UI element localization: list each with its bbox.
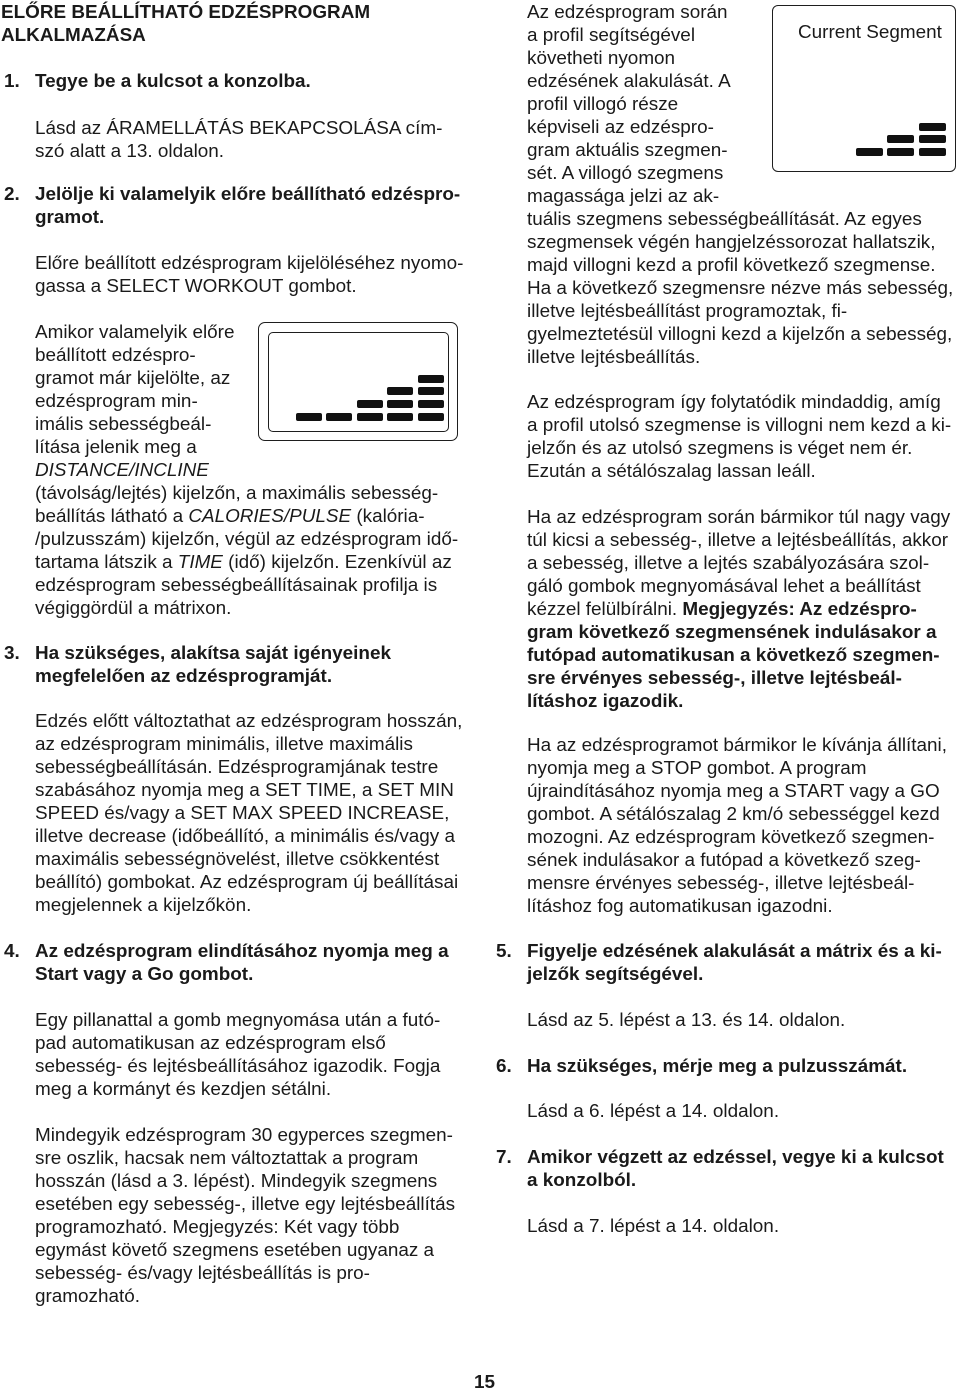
text-line: hosszán (lásd a 3. lépést). Mindegyik szegmens [35,1171,438,1192]
text-line [527,667,950,690]
text-segment: (kalória- [351,506,425,527]
text-line: ALKALMAZÁSA [1,25,146,46]
page-number: 15 [474,1372,496,1393]
step-4-text [35,1009,440,1101]
matrix-cell [919,123,946,131]
text-line [527,621,950,644]
text-line: programozható. Megjegyzés: Két vagy több [35,1217,400,1238]
text-line: (távolság/lejtés) kijelzőn, a maximális sebesség- [35,483,439,504]
text-line: jelzők segítségével. [527,964,704,985]
matrix-cell [418,375,444,383]
step-3-text [35,710,462,917]
text-line: Lásd a 6. lépést a 14. oldalon. [527,1101,780,1122]
text-line: /pulzusszám) kijelzőn, végül az edzésprogram idő- [35,529,459,550]
matrix-cell [387,413,413,421]
matrix-profile-figure [258,322,458,441]
text-line: gyelmeztetésül villogni kezd a kijelzőn a sebesség, [527,324,953,345]
step-number: 2. [4,184,20,205]
text-line: megfelelően az edzésprogramját. [35,666,333,687]
text-line: túl kicsi a sebesség-, illetve a lejtésbeállítás, akkor [527,530,949,551]
text-line: sét. A villogó szegmens [527,163,724,184]
text-line: Lásd a 7. lépést a 14. oldalon. [527,1216,780,1237]
text-line: szó alatt a 13. oldalon. [35,141,225,162]
text-line: megjelennek a kijelzőkön. [35,895,252,916]
text-line: Az edzésprogram így folytatódik mindaddig, amíg [527,392,941,413]
step-number: 3. [4,643,20,664]
text-line: jelzőn és az utolsó szegmens is véget nem ér. [527,438,913,459]
text-line: Előre beállított edzésprogram kijelöléséhez nyomo- [35,253,464,274]
text-line [35,551,458,574]
step-number: 4. [4,941,20,962]
text-segment: lításhoz igazodik. [527,691,684,712]
step-title [35,183,460,229]
text-line: pad automatikusan az edzésprogram első [35,1033,386,1054]
text-line: lításhoz fog automatikusan igazodni. [527,896,833,917]
text-line: beállító) gombokat. Az edzésprogram új beállításai [35,872,459,893]
text-line: Egy pillanattal a gomb megnyomása után a futó- [35,1010,441,1031]
matrix-cell [387,400,413,408]
text-line: gassa a SELECT WORKOUT gombot. [35,276,357,297]
text-line: Az edzésprogram elindításához nyomja meg a [35,941,449,962]
manual-override-text [527,506,950,713]
text-line: gáló gombok megnyomásával lehet a beállítást [527,576,921,597]
matrix-cell [418,413,444,421]
text-line: edzésprogram sebességbeállításainak profilja is [35,575,438,596]
text-line: edzésprogram min- [35,391,198,412]
text-segment: sre érvényes sebesség-, illetve lejtésbeál- [527,668,902,689]
step-number: 7. [496,1147,512,1168]
text-segment: kézzel felülbírálni. [527,599,683,620]
section-heading [1,1,370,47]
text-line: Ha szükséges, alakítsa saját igényeinek [35,643,391,664]
text-line [527,598,950,621]
text-line: Amikor végzett az edzéssel, vegye ki a kulcsot [527,1147,944,1168]
text-line: Edzés előtt változtathat az edzésprogram hosszán, [35,711,463,732]
text-line: gram aktuális szegmen- [527,140,728,161]
text-line: majd villogni kezd a profil következő szegmense. [527,255,936,276]
step-title [35,642,391,688]
text-line: illetve decrease (időbeállító, a minimális és/vagy a [35,826,455,847]
text-line: magassága jelzi az ak- [527,186,720,207]
text-line: Lásd az 5. lépést a 13. és 14. oldalon. [527,1010,846,1031]
text-line [35,505,458,528]
text-line: Start vagy a Go gombot. [35,964,254,985]
text-line: Jelölje ki valamelyik előre beállítható edzéspro- [35,184,461,205]
text-line [527,644,950,667]
text-line: illetve lejtésbeállítás. [527,347,701,368]
step-number: 1. [4,71,20,92]
text-line [527,690,950,713]
text-line: sebesség- és/vagy lejtésbeállítás is pro- [35,1263,370,1284]
segments-note [35,1124,455,1308]
text-segment: beállítás látható a [35,506,189,527]
program-continues-text [527,391,951,483]
step-title [527,1146,944,1192]
text-line: tuális szegmens sebességbeállítását. Az egyes [527,209,922,230]
text-line [35,459,458,482]
matrix-cell [326,413,352,421]
text-line: mozogni. Az edzésprogram következő szegmen- [527,827,935,848]
matrix-cell [919,148,946,156]
text-line: követheti nyomon [527,48,676,69]
matrix-cell [856,148,883,156]
step-title [35,70,311,93]
matrix-cell [887,148,914,156]
text-line: beállított edzéspro- [35,345,196,366]
text-line: a profil segítségével [527,25,696,46]
text-line: gombot. A sétálószalag 2 km/ó sebességgel kezd [527,804,940,825]
text-line: újraindításához nyomja meg a START vagy a GO [527,781,940,802]
step-6-heading [496,1055,908,1078]
text-line: illetve lejtésbeállítást programoztak, fi- [527,301,848,322]
text-segment: tartama látszik a [35,552,178,573]
text-line: mensre érvényes sebesség-, illetve lejtésbeál- [527,873,915,894]
text-line: SPEED és/vagy a SET MAX SPEED INCREASE, [35,803,450,824]
matrix-cell [418,387,444,395]
matrix-cell [296,413,322,421]
step-1-text [35,117,442,163]
step-title [527,1055,907,1078]
text-line: ELŐRE BEÁLLÍTHATÓ EDZÉSPROGRAM [1,2,371,23]
matrix-cell [387,387,413,395]
text-line: meg a kormányt és kezdjen sétálni. [35,1079,332,1100]
text-line: Ha a következő szegmensre nézve más sebesség, [527,278,954,299]
text-line: nyomja meg a STOP gombot. A program [527,758,867,779]
text-line: Tegye be a kulcsot a konzolba. [35,71,311,92]
text-segment: TIME [177,552,223,573]
text-line: sebességbeállításán. Edzésprogramjának testre [35,757,439,778]
step-number: 6. [496,1056,512,1077]
text-line: esetében egy sebesség-, illetve egy lejtésbeállítás [35,1194,456,1215]
step-7-heading [496,1146,944,1192]
text-line: Amikor valamelyik előre [35,322,235,343]
step-1-heading [4,70,311,93]
text-line: sebesség- és lejtésbeállításához igazodik. Fogja [35,1056,441,1077]
text-line: Figyelje edzésének alakulását a mátrix és a ki- [527,941,942,962]
text-line: profil villogó része [527,94,679,115]
text-line: gramot már kijelölte, az [35,368,231,389]
matrix-cell [357,400,383,408]
text-line: gramozható. [35,1286,141,1307]
step-title [527,940,942,986]
text-line: a sebesség, illetve a lejtés szabályozására szol- [527,553,930,574]
step-6-text [527,1100,779,1123]
step-3-heading [4,642,391,688]
text-line: imális sebességbeál- [35,414,212,435]
text-line: Lásd az ÁRAMELLÁTÁS BEKAPCSOLÁSA cím- [35,118,443,139]
text-segment: futópad automatikusan a következő szegmen- [527,645,940,666]
text-line: Mindegyik edzésprogram 30 egyperces szegmen- [35,1125,453,1146]
text-line: edzésének alakulását. A [527,71,731,92]
stop-restart-text [527,734,947,918]
step-5-heading [496,940,942,986]
text-segment: (idő) kijelzőn. Ezenkívül az [222,552,452,573]
text-line: a konzolból. [527,1170,637,1191]
text-line: Ha az edzésprogram során bármikor túl nagy vagy [527,507,951,528]
step-2-heading [4,183,461,229]
text-segment: gram következő szegmensének indulásakor a [527,622,937,643]
text-line: maximális sebességnövelést, illetve csökkentést [35,849,440,870]
current-segment-figure [772,5,956,172]
matrix-cell [418,400,444,408]
text-line: Ha az edzésprogramot bármikor le kívánja állítani, [527,735,947,756]
step-2-text [35,252,463,298]
text-line: Az edzésprogram során [527,2,728,23]
text-line: sének indulásakor a futópad a következő szeg- [527,850,921,871]
text-line: képviseli az edzéspro- [527,117,714,138]
text-line: sre oszlik, hacsak nem változtattak a program [35,1148,419,1169]
text-line: szabásához nyomja meg a SET TIME, a SET MIN [35,780,454,801]
text-segment: DISTANCE/INCLINE [35,460,209,481]
matrix-cell [887,135,914,143]
text-segment: Megjegyzés: Az edzéspro- [682,599,917,620]
text-line: gramot. [35,207,105,228]
text-line: Ezután a sétálószalag lassan leáll. [527,461,816,482]
step-4-heading [4,940,449,986]
text-segment: CALORIES/PULSE [188,506,352,527]
text-line: az edzésprogram minimális, illetve maximális [35,734,413,755]
figure-label: Current Segment [798,22,942,43]
step-title [35,940,449,986]
step-number: 5. [496,941,512,962]
matrix-cell [357,413,383,421]
text-line: szegmensek végén hangjelzéssorozat hallatszik, [527,232,936,253]
step-5-text [527,1009,845,1032]
text-line: lítása jelenik meg a [35,437,197,458]
step-7-text [527,1215,779,1238]
matrix-cell [919,135,946,143]
text-line: végiggördül a mátrixon. [35,598,232,619]
text-line: Ha szükséges, mérje meg a pulzusszámát. [527,1056,908,1077]
text-line: a profil utolsó szegmense is villogni nem kezd a ki- [527,415,952,436]
text-line: egymást követő szegmens esetében ugyanaz a [35,1240,435,1261]
